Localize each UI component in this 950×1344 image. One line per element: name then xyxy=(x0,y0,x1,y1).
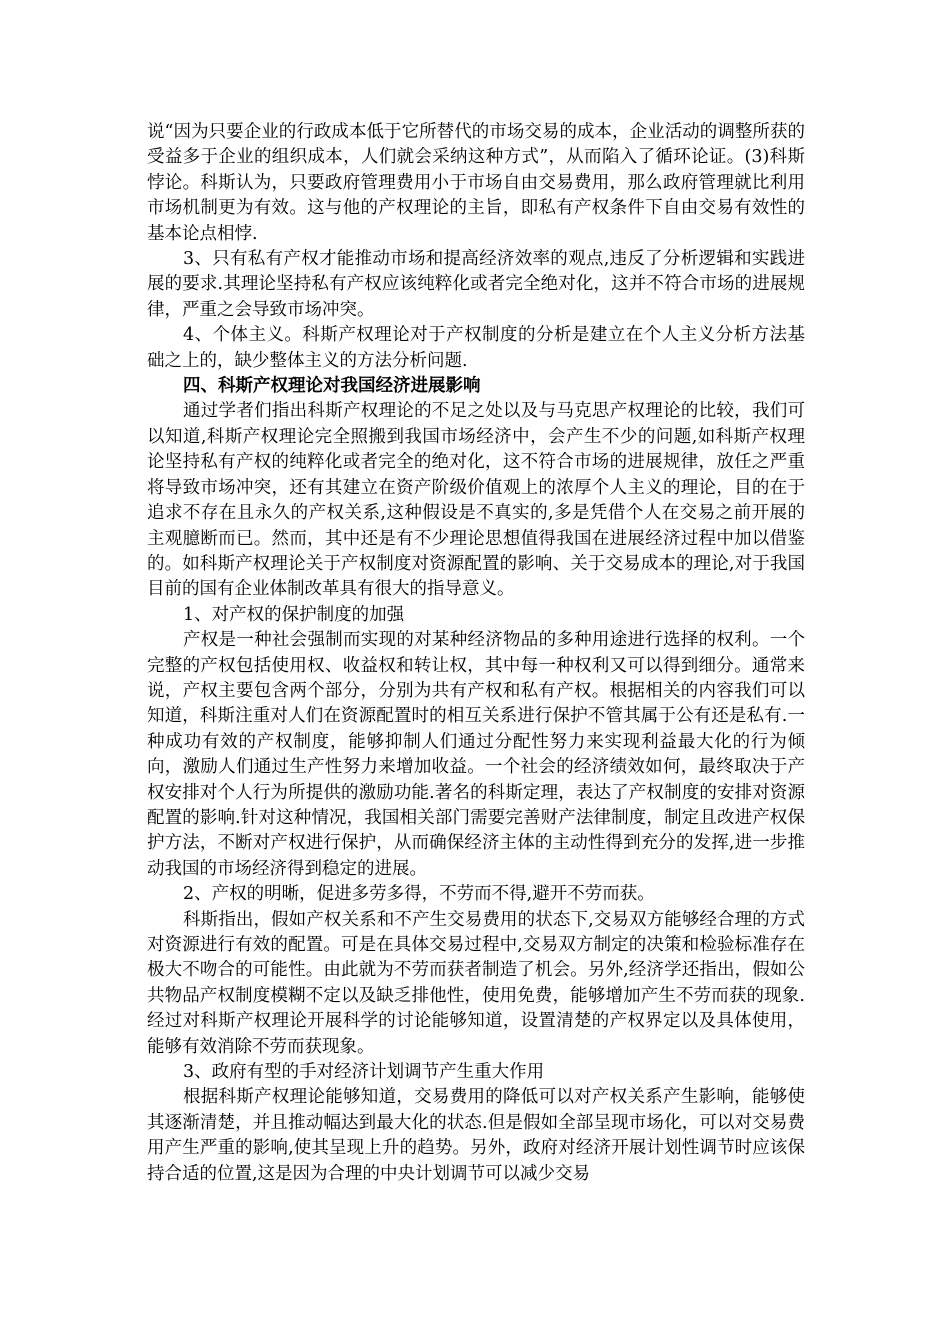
subsection-heading: 3、政府有型的手对经济计划调节产生重大作用 xyxy=(183,1062,545,1083)
paragraph: 3、只有私有产权才能推动市场和提高经济效率的观点,违反了分析逻辑和实践进展的要求.其理论坚持私有产权应该纯粹化或者完全绝对化，这并不符合市场的进展规律，严重之会导致市场冲突。 xyxy=(147,249,805,320)
paragraph: 4、个体主义。科斯产权理论对于产权制度的分析是建立在个人主义分析方法基础之上的，缺少整体主义的方法分析问题. xyxy=(147,325,805,371)
paragraph: 说“因为只要企业的行政成本低于它所替代的市场交易的成本，企业活动的调整所获的受益多于企业的组织成本，人们就会采纳这种方式”，从而陷入了循环论证。(3)科斯悖论。科斯认为，只要政府管理费用小于市场自由交易费用，那么政府管理就比利用市场机制更为有效。这与他的产权理论的主旨，即私有产权条件下自由交易有效性的基本论点相悖. xyxy=(147,122,805,244)
subsection-heading: 2、产权的明晰，促进多劳多得，不劳而不得,避开不劳而获。 xyxy=(183,884,655,905)
document-page xyxy=(147,120,805,1187)
paragraph: 产权是一种社会强制而实现的对某种经济物品的多种用途进行选择的权利。一个完整的产权包括使用权、收益权和转让权，其中每一种权利又可以得到细分。通常来说，产权主要包含两个部分，分别为共有产权和私有产权。根据相关的内容我们可以知道，科斯注重对人们在资源配置时的相互关系进行保护不管其属于公有还是私有.一种成功有效的产权制度，能够抑制人们通过分配性努力来实现利益最大化的行为倾向，激励人们通过生产性努力来增加收益。一个社会的经济绩效如何，最终取决于产权安排对个人行为所提供的激励功能.著名的科斯定理，表达了产权制度的安排对资源配置的影响.针对这种情况，我国相关部门需要完善财产法律制度，制定且改进产权保护方法，不断对产权进行保护，从而确保经济主体的主动性得到充分的发挥,进一步推动我国的市场经济得到稳定的进展。 xyxy=(147,630,805,879)
paragraph: 根据科斯产权理论能够知道，交易费用的降低可以对产权关系产生影响，能够使其逐渐清楚，并且推动幅达到最大化的状态.但是假如全部呈现市场化，可以对交易费用产生严重的影响,使其呈现上升的趋势。另外，政府对经济开展计划性调节时应该保持合适的位置,这是因为合理的中央计划调节可以减少交易 xyxy=(147,1087,805,1184)
section-heading: 四、科斯产权理论对我国经济进展影响 xyxy=(183,376,481,397)
paragraph: 科斯指出，假如产权关系和不产生交易费用的状态下,交易双方能够经合理的方式对资源进行有效的配置。可是在具体交易过程中,交易双方制定的决策和检验标准存在极大不吻合的可能性。由此就为不劳而获者制造了机会。另外,经济学还指出，假如公共物品产权制度模糊不定以及缺乏排他性，使用免费，能够增加产生不劳而获的现象.经过对科斯产权理论开展科学的讨论能够知道，设置清楚的产权界定以及具体使用，能够有效消除不劳而获现象。 xyxy=(147,909,805,1057)
subsection-heading: 1、对产权的保护制度的加强 xyxy=(183,604,405,625)
paragraph: 通过学者们指出科斯产权理论的不足之处以及与马克思产权理论的比较，我们可以知道,科斯产权理论完全照搬到我国市场经济中，会产生不少的问题,如科斯产权理论坚持私有产权的纯粹化或者完全的绝对化，这不符合市场的进展规律，放任之严重将导致市场冲突，还有其建立在资产阶级价值观上的浓厚个人主义的理论，目的在于追求不存在且永久的产权关系,这种假设是不真实的,多是凭借个人在交易之前开展的主观臆断而已。然而，其中还是有不少理论思想值得我国在进展经济过程中加以借鉴的。如科斯产权理论关于产权制度对资源配置的影响、关于交易成本的理论,对于我国目前的国有企业体制改革具有很大的指导意义。 xyxy=(147,401,805,600)
